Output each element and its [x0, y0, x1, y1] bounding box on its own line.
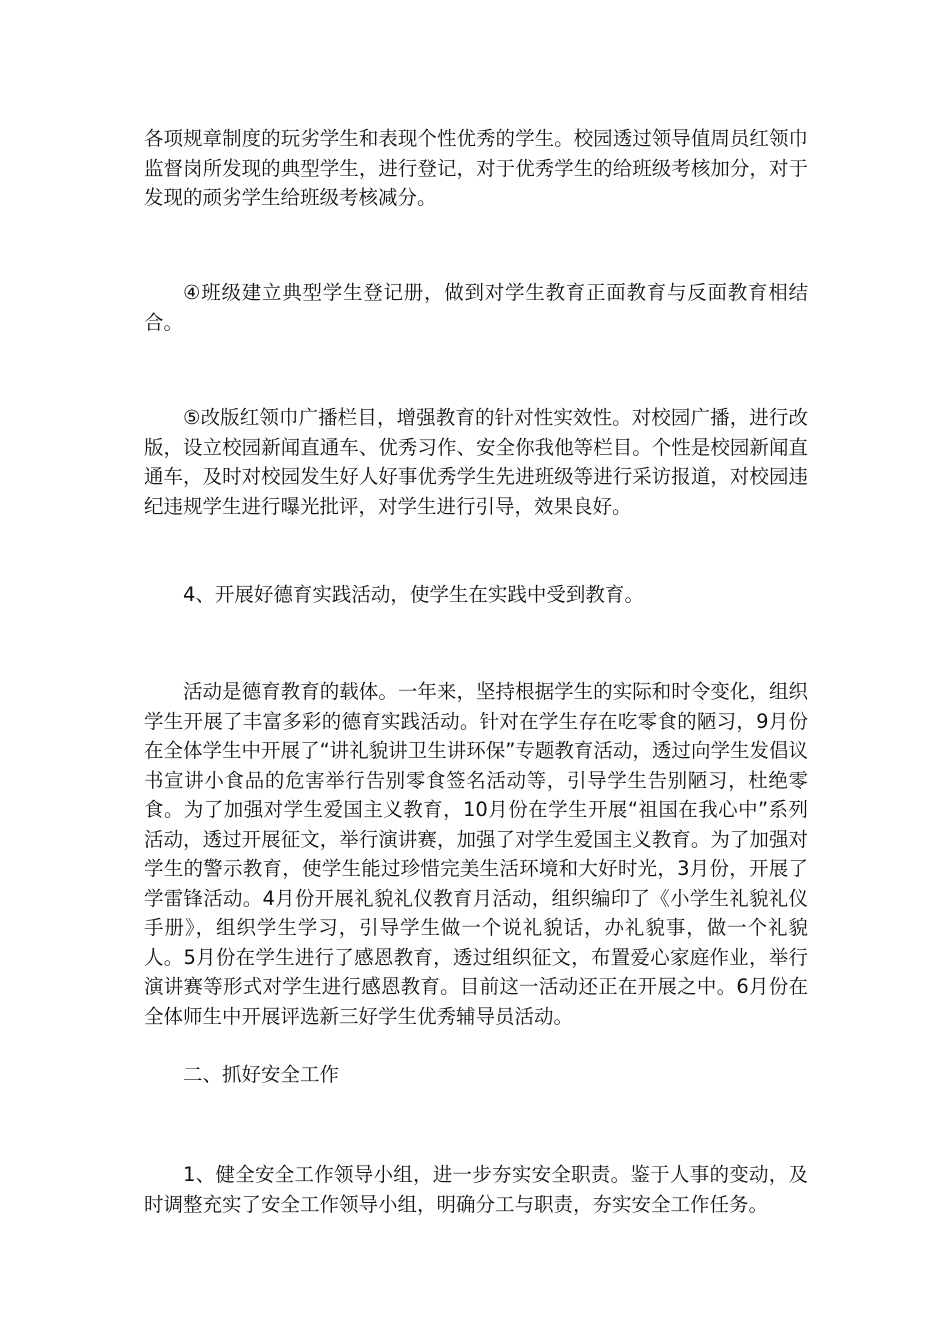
paragraph-register-book: ④班级建立典型学生登记册，做到对学生教育正面教育与反面教育相结合。: [144, 281, 808, 334]
paragraph-radio-column: ⑤改版红领巾广播栏目，增强教育的针对性实效性。对校园广播，进行改版，设立校园新闻直通车、优秀习作、安全你我他等栏目。个性是校园新闻直通车，及时对校园发生好人好事优秀学生先进班级等进行采访报道，对校园违纪违规学生进行曝光批评，对学生进行引导，效果良好。: [144, 406, 808, 518]
section-heading-safety-work: 二、抓好安全工作: [183, 1063, 340, 1086]
paragraph-safety-group: 1、健全安全工作领导小组，进一步夯实安全职责。鉴于人事的变动，及时调整充实了安全工作领导小组，明确分工与职责，夯实安全工作任务。: [144, 1163, 808, 1216]
paragraph-activities: 活动是德育教育的载体。一年来，坚持根据学生的实际和时令变化，组织学生开展了丰富多彩的德育实践活动。针对在学生存在吃零食的陋习，9月份在全体学生中开展了“讲礼貌讲卫生讲环保”专题教育活动，透过向学生发倡议书宣讲小食品的危害举行告别零食签名活动等，引导学生告别陋习，杜绝零食。为了加强对学生爱国主义教育，10月份在学生开展“祖国在我心中”系列活动，透过开展征文，举行演讲赛，加强了对学生爱国主义教育。为了加强对学生的警示教育，使学生能过珍惜完美生活环境和大好时光，3月份，开展了学雷锋活动。4月份开展礼貌礼仪教育月活动，组织编印了《小学生礼貌礼仪手册》，组织学生学习，引导学生做一个说礼貌话，办礼貌事，做一个礼貌人。5月份在学生进行了感恩教育，透过组织征文，布置爱心家庭作业，举行演讲赛等形式对学生进行感恩教育。目前这一活动还正在开展之中。6月份在全体师生中开展评选新三好学生优秀辅导员活动。: [144, 680, 808, 1028]
paragraph-rules-students: 各项规章制度的玩劣学生和表现个性优秀的学生。校园透过领导值周员红领巾监督岗所发现的典型学生，进行登记，对于优秀学生的给班级考核加分，对于发现的顽劣学生给班级考核减分。: [144, 127, 808, 209]
section-heading-practice-activities: 4、开展好德育实践活动，使学生在实践中受到教育。: [183, 583, 644, 606]
